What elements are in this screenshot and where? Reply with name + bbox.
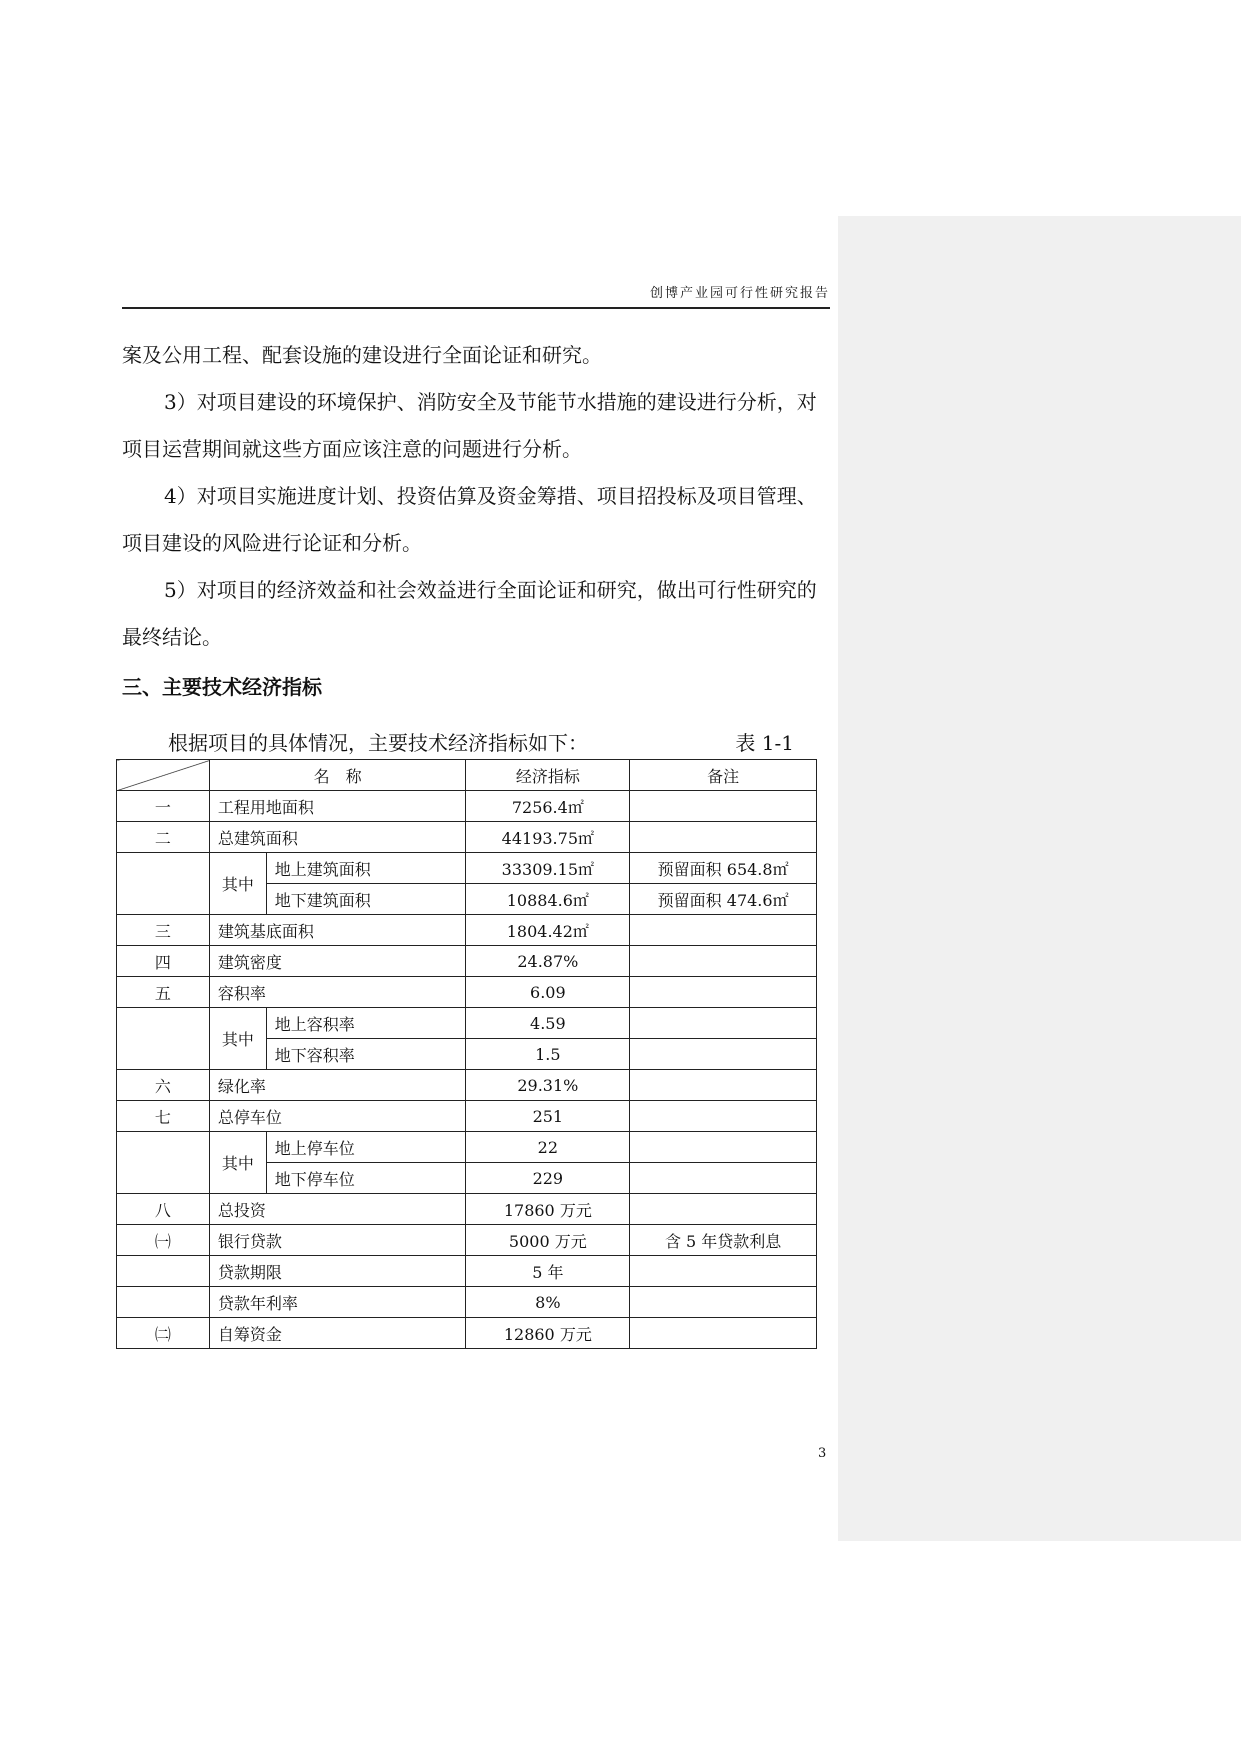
table-row [117,977,817,1008]
table-header-row [117,760,817,791]
header-name: 名 称 [209,760,466,791]
row-number [117,1287,210,1318]
row-value: 251 [466,1101,630,1132]
row-number: 二 [117,822,210,853]
row-value: 33309.15㎡ [466,853,630,884]
row-number [117,1132,210,1194]
row-note [630,1132,817,1163]
body-text [122,332,832,661]
row-number [117,853,210,915]
row-value: 22 [466,1132,630,1163]
table-row [117,1318,817,1349]
diagonal-header-cell [117,760,210,791]
row-name: 地上容积率 [266,1008,466,1039]
row-value: 229 [466,1163,630,1194]
row-value: 4.59 [466,1008,630,1039]
row-name: 总投资 [209,1194,466,1225]
table-row [117,822,817,853]
table-intro-text: 根据项目的具体情况，主要技术经济指标如下： [168,731,588,755]
row-note [630,791,817,822]
row-note [630,1318,817,1349]
row-note [630,1256,817,1287]
paragraph: 案及公用工程、配套设施的建设进行全面论证和研究。 [122,343,602,367]
row-note [630,946,817,977]
row-name: 贷款年利率 [209,1287,466,1318]
table-row [117,915,817,946]
row-name: 总停车位 [209,1101,466,1132]
row-value: 44193.75㎡ [466,822,630,853]
row-value: 6.09 [466,977,630,1008]
table-row [117,853,817,884]
row-value: 8% [466,1287,630,1318]
table-row [117,1132,817,1163]
section-heading: 三、主要技术经济指标 [122,675,322,699]
row-number: 四 [117,946,210,977]
row-name: 地下容积率 [266,1039,466,1070]
row-value: 5000 万元 [466,1225,630,1256]
row-number: ㈡ [117,1318,210,1349]
table-row [117,1008,817,1039]
row-name: 建筑基底面积 [209,915,466,946]
row-name: 地下建筑面积 [266,884,466,915]
row-name: 自筹资金 [209,1318,466,1349]
header-note: 备注 [630,760,817,791]
row-name: 贷款期限 [209,1256,466,1287]
row-number: ㈠ [117,1225,210,1256]
row-note [630,1194,817,1225]
table-row [117,1070,817,1101]
table-row [117,1225,817,1256]
row-value: 7256.4㎡ [466,791,630,822]
row-number: 三 [117,915,210,946]
row-number: 八 [117,1194,210,1225]
row-note: 预留面积 474.6㎡ [630,884,817,915]
row-value: 29.31% [466,1070,630,1101]
row-group-label: 其中 [209,1132,266,1194]
running-header: 创博产业园可行性研究报告 [122,282,830,309]
row-note: 预留面积 654.8㎡ [630,853,817,884]
row-note: 含 5 年贷款利息 [630,1225,817,1256]
row-note [630,1163,817,1194]
table-row [117,791,817,822]
comment-pane [838,216,1241,1541]
header-value: 经济指标 [466,760,630,791]
row-value: 1.5 [466,1039,630,1070]
row-value: 12860 万元 [466,1318,630,1349]
row-value: 10884.6㎡ [466,884,630,915]
row-group-label: 其中 [209,1008,266,1070]
row-name: 银行贷款 [209,1225,466,1256]
row-note [630,977,817,1008]
row-note [630,1101,817,1132]
row-name: 地上停车位 [266,1132,466,1163]
row-name: 建筑密度 [209,946,466,977]
row-note [630,1039,817,1070]
row-value: 17860 万元 [466,1194,630,1225]
row-note [630,1008,817,1039]
row-number: 七 [117,1101,210,1132]
row-value: 5 年 [466,1256,630,1287]
paragraph: 4）对项目实施进度计划、投资估算及资金筹措、项目招投标及项目管理、项目建设的风险进行论证和分析。 [122,484,817,555]
paragraph: 5）对项目的经济效益和社会效益进行全面论证和研究，做出可行性研究的最终结论。 [122,578,817,649]
table-intro [168,727,794,756]
table-row [117,1287,817,1318]
row-number: 六 [117,1070,210,1101]
row-name: 容积率 [209,977,466,1008]
row-value: 1804.42㎡ [466,915,630,946]
row-number: 五 [117,977,210,1008]
table-row [117,946,817,977]
row-name: 工程用地面积 [209,791,466,822]
row-note [630,915,817,946]
row-name: 绿化率 [209,1070,466,1101]
table-number: 表 1-1 [735,731,794,755]
table-row [117,1256,817,1287]
paragraph: 3）对项目建设的环境保护、消防安全及节能节水措施的建设进行分析，对项目运营期间就这些方面应该注意的问题进行分析。 [122,390,817,461]
row-number [117,1256,210,1287]
row-note [630,1070,817,1101]
page-number: 3 [818,1446,827,1461]
row-number [117,1008,210,1070]
row-number: 一 [117,791,210,822]
indicators-table [116,759,817,1349]
row-name: 地上建筑面积 [266,853,466,884]
table-row [117,1101,817,1132]
row-value: 24.87% [466,946,630,977]
row-note [630,822,817,853]
row-name: 总建筑面积 [209,822,466,853]
row-note [630,1287,817,1318]
row-name: 地下停车位 [266,1163,466,1194]
table-row [117,1194,817,1225]
row-group-label: 其中 [209,853,266,915]
